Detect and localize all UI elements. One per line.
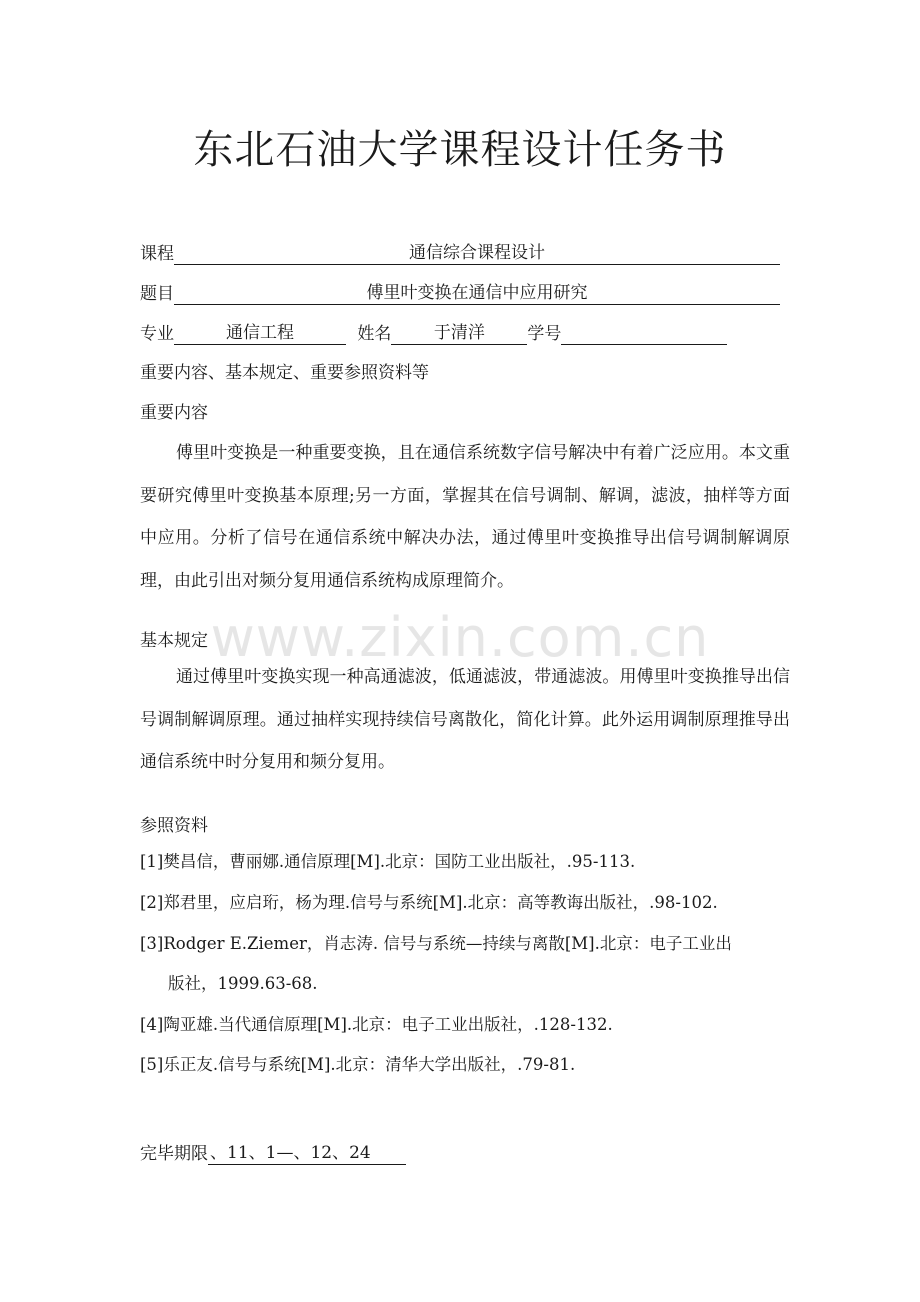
reference-item: [5]乐正友.信号与系统[M].北京：清华大学出版社，.79-81. (140, 1055, 576, 1074)
student-info-row (140, 322, 727, 346)
topic-row (140, 282, 780, 306)
reference-item: [2]郑君里，应启珩，杨为理.信号与系统[M].北京：高等教诲出版社，.98-102. (140, 893, 718, 912)
references-heading: 参照资料 (140, 816, 208, 836)
id-value (561, 322, 727, 345)
course-label: 课程 (140, 244, 174, 264)
main-content-paragraph: 傅里叶变换是一种重要变换，且在通信系统数字信号解决中有着广泛应用。本文重要研究傅里叶变换基本原理;另一方面，掌握其在信号调制、解调，滤波，抽样等方面中应用。分析了信号在通信系统中解决办法，通过傅里叶变换推导出信号调制解调原理，由此引出对频分复用通信系统构成原理简介。 (140, 443, 790, 591)
major-value: 通信工程 (174, 322, 346, 345)
requirements-heading: 基本规定 (140, 631, 208, 651)
reference-item: [4]陶亚雄.当代通信原理[M].北京：电子工业出版社，.128-132. (140, 1015, 613, 1034)
main-content-heading: 重要内容 (140, 403, 208, 423)
reference-item: [1]樊昌信，曹丽娜.通信原理[M].北京：国防工业出版社，.95-113. (140, 852, 636, 871)
deadline-label: 完毕期限 (140, 1144, 208, 1164)
section-heading: 重要内容、基本规定、重要参照资料等 (140, 363, 429, 383)
course-row (140, 242, 780, 266)
major-label: 专业 (140, 324, 174, 344)
topic-label: 题目 (140, 284, 174, 304)
requirements-paragraph: 通过傅里叶变换实现一种高通滤波，低通滤波，带通滤波。用傅里叶变换推导出信号调制解调原理。通过抽样实现持续信号离散化，简化计算。此外运用调制原理推导出通信系统中时分复用和频分复用。 (140, 667, 790, 772)
page-title: 东北石油大学课程设计任务书 (193, 127, 727, 173)
name-value: 于清洋 (391, 322, 527, 345)
deadline-row (140, 1142, 406, 1166)
name-label: 姓名 (357, 324, 392, 344)
topic-value: 傅里叶变换在通信中应用研究 (174, 282, 780, 305)
deadline-value: 、11、1—、12、24 (208, 1142, 406, 1165)
course-value: 通信综合课程设计 (174, 242, 780, 265)
reference-item-continuation: 版社，1999.63-68. (168, 974, 318, 993)
reference-item: [3]Rodger E.Ziemer，肖志涛. 信号与系统—持续与离散[M].北京：电子工业出 (140, 934, 732, 953)
watermark: www.zixin.com.cn (210, 606, 710, 669)
id-label: 学号 (527, 324, 562, 344)
